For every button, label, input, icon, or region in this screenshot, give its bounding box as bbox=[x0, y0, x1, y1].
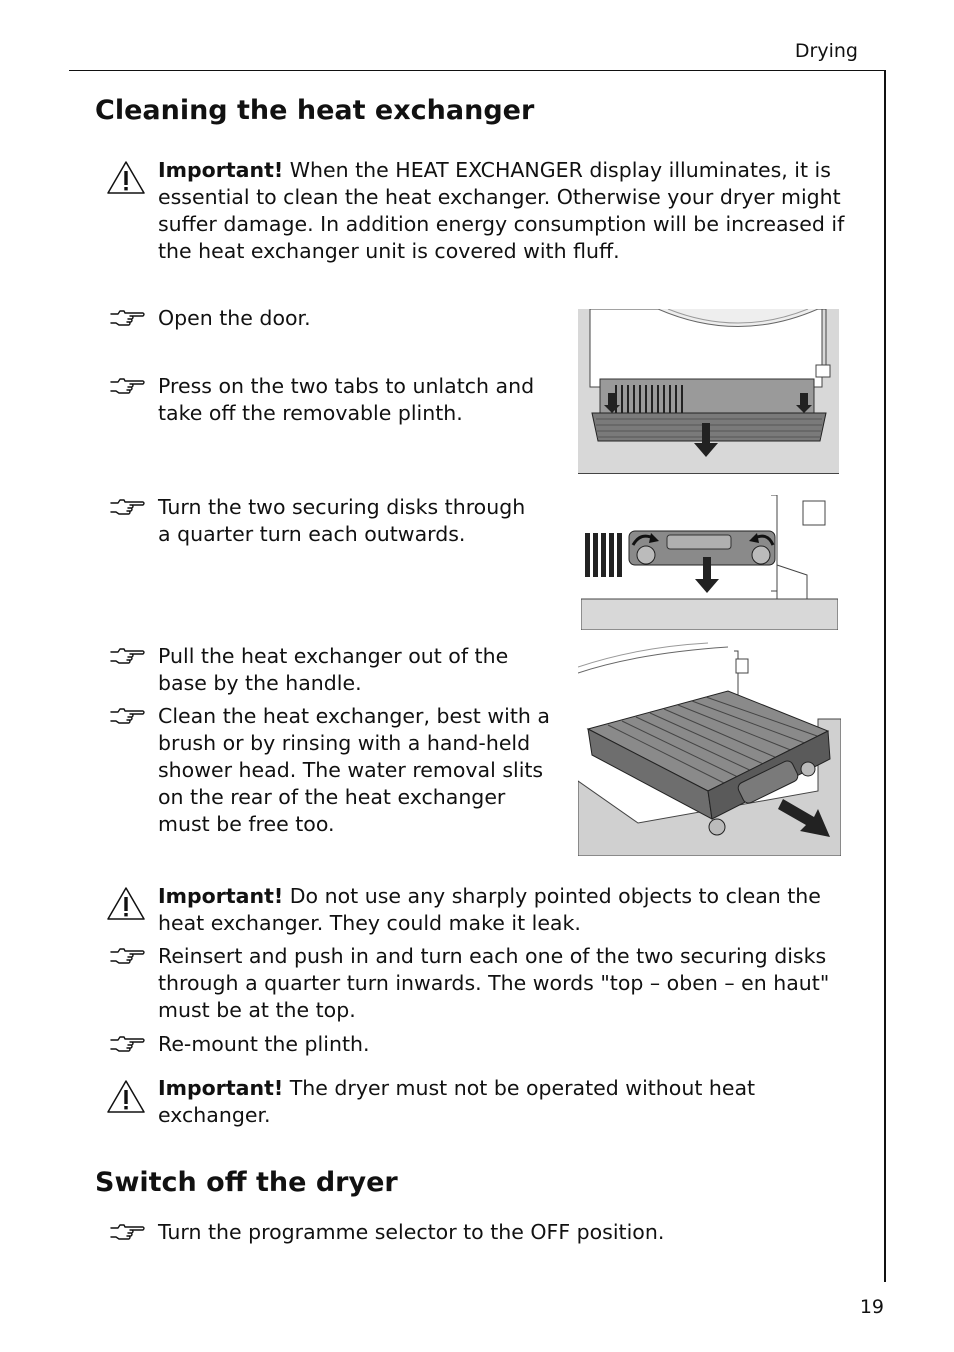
warning-triangle-icon bbox=[106, 1079, 146, 1115]
step-switch-off: Turn the programme selector to the OFF position. bbox=[158, 1220, 665, 1244]
important-text-3: The dryer must not be operated without heat exchanger. bbox=[158, 1076, 756, 1127]
step-remove-plinth: Press on the two tabs to unlatch and take off the removable plinth. bbox=[158, 374, 535, 425]
pointing-hand-icon bbox=[110, 376, 146, 398]
section-label: Drying bbox=[794, 40, 858, 62]
important-text-2: Do not use any sharply pointed objects to clean the heat exchanger. They could make it leak. bbox=[158, 884, 821, 935]
step-open-door: Open the door. bbox=[158, 306, 311, 330]
warning-triangle-icon bbox=[106, 886, 146, 922]
pointing-hand-icon bbox=[110, 946, 146, 968]
page-number: 19 bbox=[859, 1296, 884, 1318]
pointing-hand-icon bbox=[110, 646, 146, 668]
heat-exchanger-heading: Cleaning the heat exchanger bbox=[95, 95, 535, 126]
important-note-3 bbox=[158, 1075, 863, 1129]
figure-heat-exchanger bbox=[578, 641, 841, 856]
step-reinsert-disks: Reinsert and push in and turn each one of the two securing disks through a quarter turn inwards. The words "top – oben – en haut" must be at the top. bbox=[158, 944, 830, 1022]
important-note-2 bbox=[158, 883, 863, 937]
step-turn-disks: Turn the two securing disks through a quarter turn each outwards. bbox=[158, 495, 526, 546]
header-rule bbox=[69, 70, 885, 71]
important-label: Important! bbox=[158, 158, 284, 182]
step-remount-plinth: Re-mount the plinth. bbox=[158, 1032, 370, 1056]
pointing-hand-icon bbox=[110, 706, 146, 728]
figure-plinth-removal bbox=[578, 309, 839, 474]
figure-securing-disks bbox=[581, 495, 838, 630]
step-clean-exchanger: Clean the heat exchanger, best with a brush or by rinsing with a hand-held shower head. The water removal slits on the rear of the heat exchanger must be free too. bbox=[158, 704, 550, 836]
step-pull-exchanger: Pull the heat exchanger out of the base by the handle. bbox=[158, 644, 509, 695]
pointing-hand-icon bbox=[110, 1222, 146, 1244]
warning-triangle-icon bbox=[106, 160, 146, 196]
important-label: Important! bbox=[158, 1076, 284, 1100]
pointing-hand-icon bbox=[110, 308, 146, 330]
pointing-hand-icon bbox=[110, 497, 146, 519]
important-text-1: When the HEAT EXCHANGER display illuminates, it is essential to clean the heat exchanger. Otherwise your dryer might suffer damage. In addition energy consumption will be increased if the heat exchanger unit is covered with fluff. bbox=[158, 158, 845, 263]
switch-off-heading: Switch off the dryer bbox=[95, 1167, 398, 1198]
margin-rule bbox=[884, 70, 886, 1282]
important-note-1 bbox=[158, 157, 863, 265]
important-label: Important! bbox=[158, 884, 284, 908]
pointing-hand-icon bbox=[110, 1034, 146, 1056]
